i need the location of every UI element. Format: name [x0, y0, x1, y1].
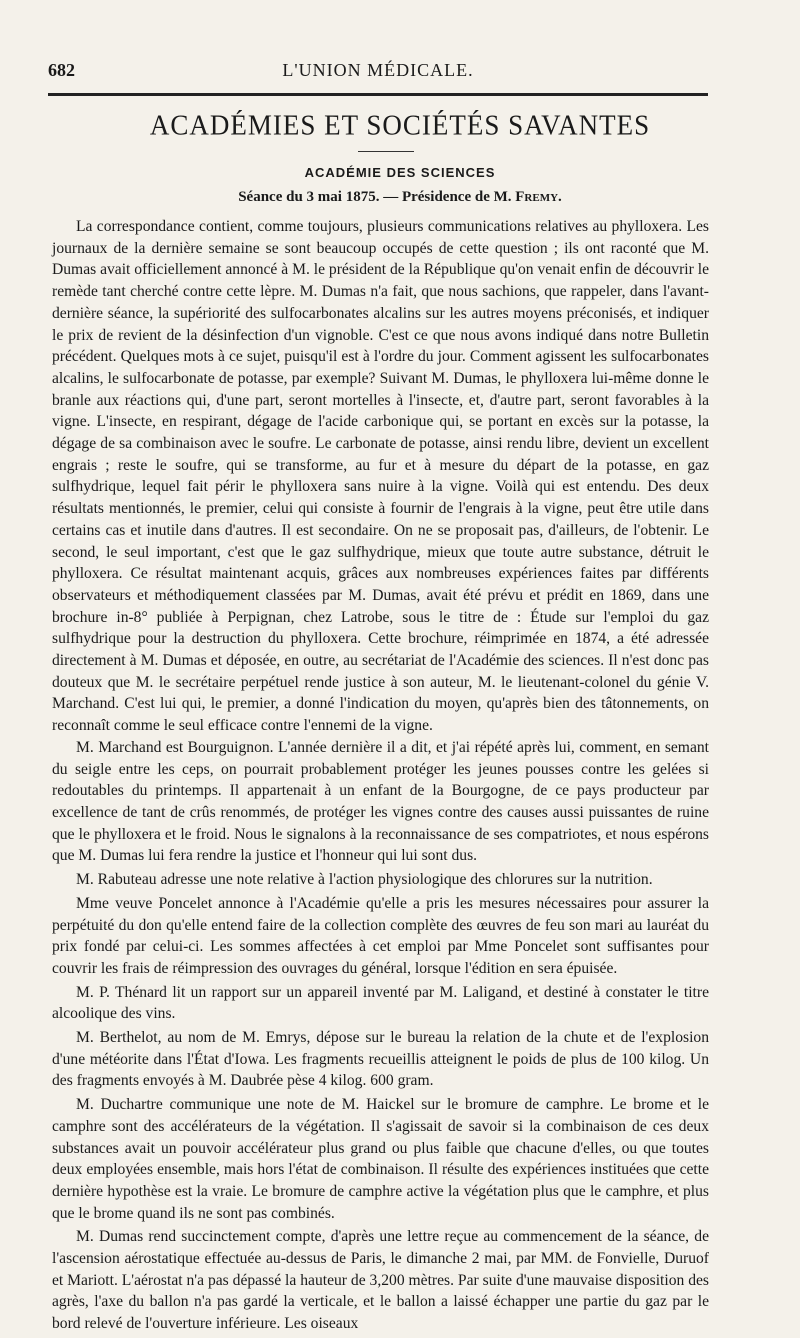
paragraph: M. Duchartre communique une note de M. Haickel sur le bromure de camphre. Le brome et le camphre sont des accélérateurs de la végétation. Il s'agissait de savoir si la combinaison de ces deux substances avait un pouvoir accélérateur plus grand ou plus faible que chacune d'elles, ou que toutes deux employées ensemble, mais hors l'état de combinaison. Il résulte des expériences instituées que cette dernière hypothèse est la vraie. Le bromure de camphre active la végétation plus que le camphre, et plus que le brome quand ils ne sont pas combinés.	[52, 1096, 709, 1222]
paragraph: M. Rabuteau adresse une note relative à l'action physiologique des chlorures sur la nutrition.	[76, 871, 653, 889]
paragraph: Mme veuve Poncelet annonce à l'Académie qu'elle a pris les mesures nécessaires pour assurer la perpétuité du don qu'elle entend faire de la collection complète des œuvres de feu son mari au lauréat du prix fondé par celui-ci. Les sommes affectées à cet emploi par Mme Poncelet sont suffisantes pour couvrir les frais de réimpression des ouvrages du général, lorsque l'édition en sera épuisée.	[52, 894, 709, 977]
paragraph: M. P. Thénard lit un rapport sur un appareil inventé par M. Laligand, et destiné à constater le titre alcoolique des vins.	[52, 983, 709, 1023]
subsection-title: ACADÉMIE DES SCIENCES	[304, 165, 496, 180]
header-rule	[48, 93, 708, 96]
page-number: 682	[48, 60, 75, 80]
session-president: Fremy	[515, 189, 559, 205]
paragraph: M. Berthelot, au nom de M. Emrys, dépose sur le bureau la relation de la chute et de l'explosion d'une météorite dans l'État d'Iowa. Les fragments recueillis atteignent le poids de plus de 100 kilog. Un des fragments envoyés à M. Daubrée pèse 4 kilog. 600 gram.	[52, 1029, 709, 1090]
section-title: ACADÉMIES ET SOCIÉTÉS SAVANTES	[149, 109, 651, 141]
page-header	[48, 60, 708, 90]
session-line	[0, 189, 800, 206]
paragraph: M. Dumas rend succinctement compte, d'après une lettre reçue au commencement de la séance, de l'ascension aérostatique effectuée au-dessus de Paris, le dimanche 2 mai, par MM. de Fonvielle, Duruof et Mariott. L'aérostat n'a pas dépassé la hauteur de 3,200 mètres. Par suite d'une mauvaise disposition des agrès, l'axe du ballon n'a pas gardé la verticale, et le ballon a laissé échapper une partie du gaz par le bord relevé de l'ouverture inférieure. Les oiseaux	[52, 1228, 709, 1333]
session-line-suffix: .	[558, 189, 562, 205]
title-divider	[358, 151, 414, 152]
session-line-prefix: Séance du 3 mai 1875. — Présidence de M.	[238, 189, 516, 205]
paragraph: La correspondance contient, comme toujours, plusieurs communications relatives au phylloxera. Les journaux de la dernière semaine se sont beaucoup occupés de cette question ; ils ont raconté que M. Dumas avait officiellement annoncé à M. le président de la République qu'on venait enfin de découvrir le remède tant cherché contre cette lèpre. M. Dumas n'a fait, que nous sachions, que rappeler, dans l'avant-dernière séance, la supériorité des sulfocarbonates alcalins sur les autres moyens préconisés, et indiquer le prix de revient de la désinfection d'un vignoble. C'est ce que nous avons indiqué dans notre Bulletin précédent. Quelques mots à ce sujet, puisqu'il est à l'ordre du jour. Comment agissent les sulfocarbonates alcalins, le sulfocarbonate de potasse, par exemple? Suivant M. Dumas, le phylloxera lui-même donne le branle aux réactions qui, d'une part, seront mortelles à l'insecte, et, d'autre part, seront favorables à la vigne. L'insecte, en respirant, dégage de l'acide carbonique qui, se portant en excès sur la potasse, la dégage de sa combinaison avec le soufre. Le carbonate de potasse, ainsi rendu libre, devient un excellent engrais ; reste le soufre, qui se transforme, au fur et à mesure du départ de la potasse, en gaz sulfhydrique, lequel fait périr le phylloxera sans nuire à la vigne. Voilà qui est entendu. Des deux résultats mentionnés, le premier, celui qui consiste à fournir de l'engrais à la vigne, peut être utile dans certains cas et inutile dans d'autres. Il est secondaire. On ne se proposait pas, d'ailleurs, de l'obtenir. Le second, le seul important, c'est que le gaz sulfhydrique, mieux que toute autre substance, détruit le phylloxera. Ce résultat maintenant acquis, grâces aux nombreuses expériences faites par différents observateurs et méthodiquement classées par M. Dumas, avait été prévu et prédit en 1869, dans une brochure in-8° publiée à Perpignan, chez Latrobe, sous le titre de : Étude sur l'emploi du gaz sulfhydrique pour la destruction du phylloxera. Cette brochure, réimprimée en 1874, a été adressée directement à M. Dumas et déposée, en outre, au secrétariat de l'Académie des sciences. Il n'est donc pas douteux que M. le secrétaire perpétuel rende justice à son auteur, M. le lieutenant-colonel du génie V. Marchand. C'est lui qui, le premier, a donné l'indication du moyen, qu'après bien des tâtonnements, on reconnaît comme le seul efficace contre l'ennemi de la vigne.	[52, 218, 709, 735]
article-body	[52, 216, 709, 1335]
paragraph: M. Marchand est Bourguignon. L'année dernière il a dit, et j'ai répété après lui, comment, en semant du seigle entre les ceps, on pourrait probablement protéger les jeunes pousses contre les gelées si redoutables du printemps. Il appartenait à un enfant de la Bourgogne, de ce pays producteur par excellence de tant de crûs renommés, de protéger les vignes contre des causes aussi puissantes de ruine que le phylloxera et le froid. Nous le signalons à la reconnaissance de ses compatriotes, et nous espérons que M. Dumas lui fera rendre la justice et l'honneur qui lui sont dus.	[52, 738, 709, 865]
running-title: L'UNION MÉDICALE.	[282, 60, 474, 80]
